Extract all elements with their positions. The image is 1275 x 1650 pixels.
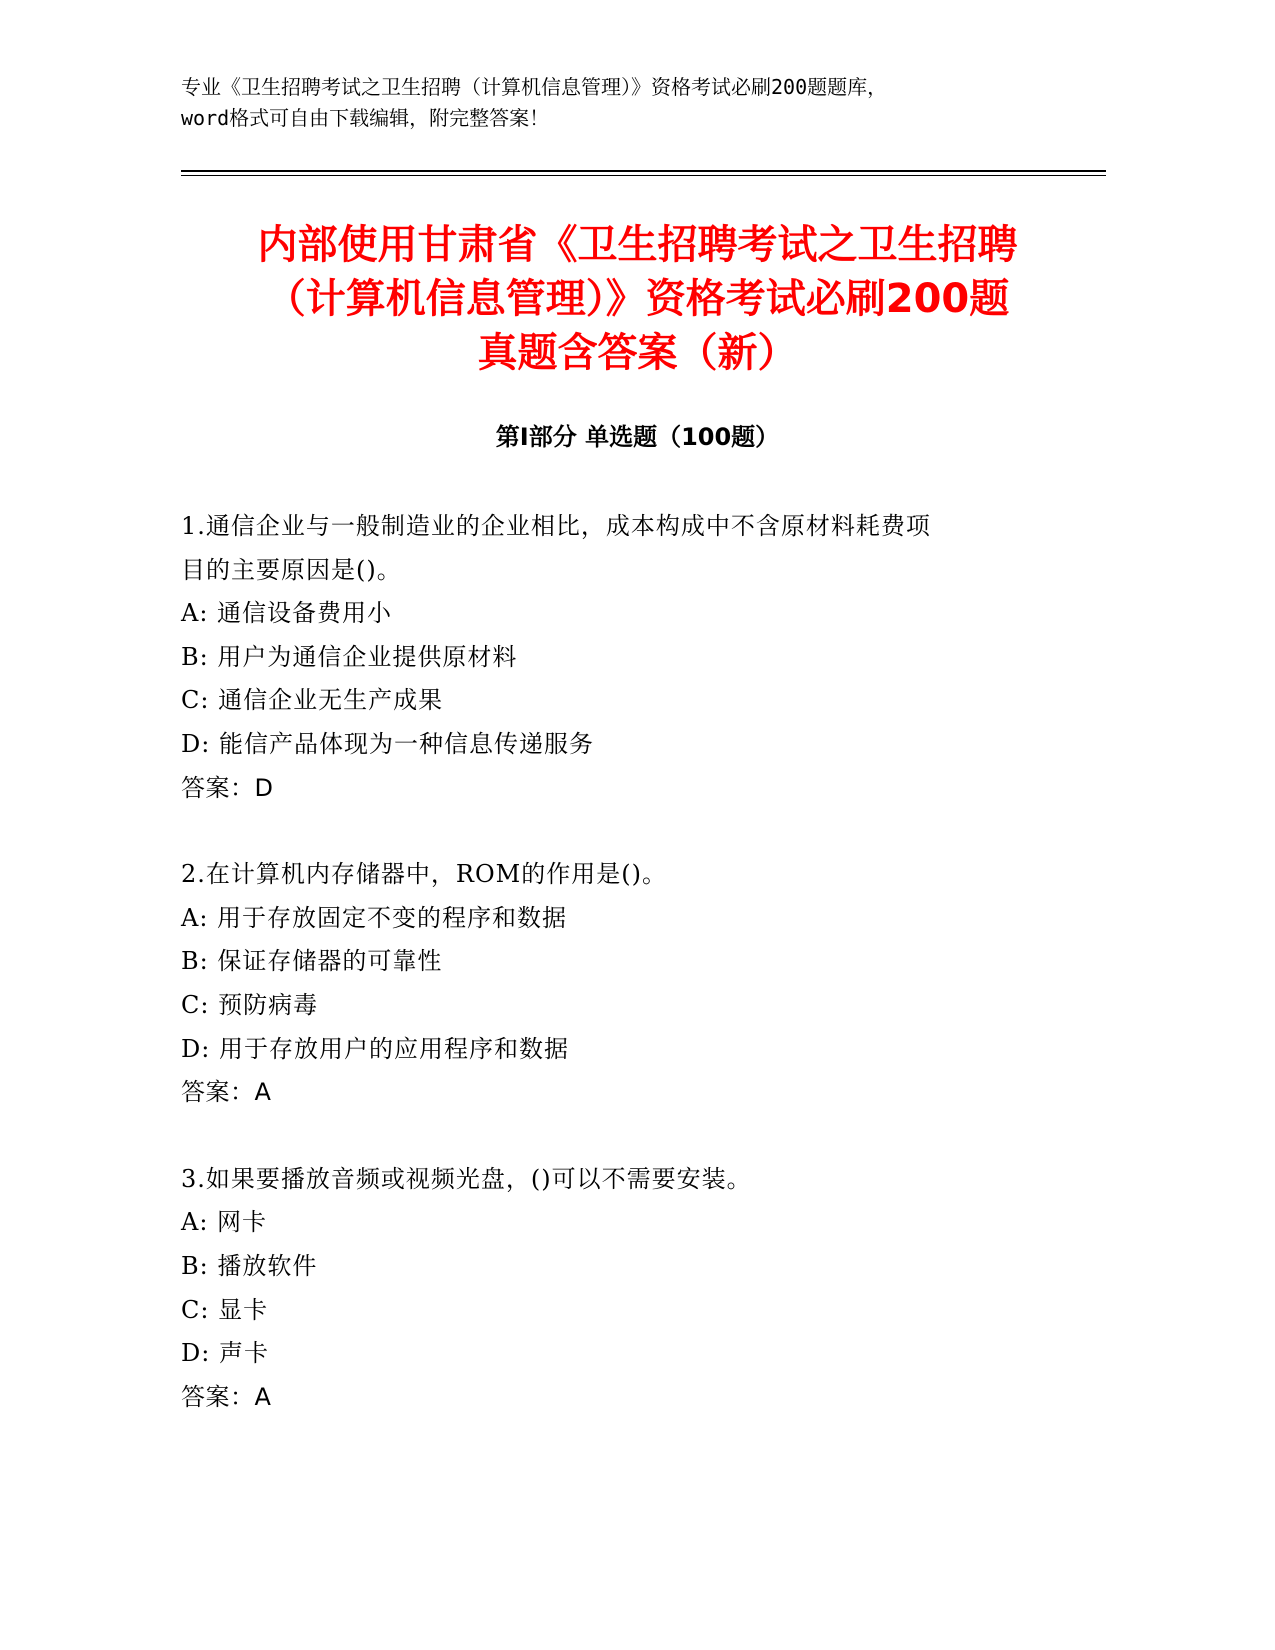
question-list	[181, 505, 1031, 1462]
option-c: C: 预防病毒	[181, 990, 319, 1019]
header-rule-thin	[181, 175, 1106, 176]
header-note-line-2: word格式可自由下载编辑，附完整答案！	[181, 106, 550, 130]
title-line-3: 真题含答案（新）	[477, 330, 798, 376]
question-stem: 1.通信企业与一般制造业的企业相比，成本构成中不含原材料耗费项	[181, 512, 931, 540]
title-line-1: 内部使用甘肃省《卫生招聘考试之卫生招聘	[257, 222, 1018, 268]
answer: 答案：A	[181, 1078, 272, 1107]
answer: 答案：A	[181, 1382, 272, 1411]
document-title	[150, 218, 1125, 380]
question-stem-continued: 目的主要原因是()。	[181, 555, 402, 584]
question-2	[181, 853, 1031, 1115]
title-line-2: （计算机信息管理）》资格考试必刷200题	[265, 276, 1010, 322]
option-d: D: 能信产品体现为一种信息传递服务	[181, 729, 594, 758]
question-3	[181, 1158, 1031, 1420]
answer: 答案：D	[181, 773, 274, 802]
option-b: B: 保证存储器的可靠性	[181, 947, 443, 976]
header-rule-thick	[181, 170, 1106, 172]
question-stem: 3.如果要播放音频或视频光盘，()可以不需要安装。	[181, 1164, 752, 1193]
header-note	[181, 72, 1061, 134]
option-c: C: 显卡	[181, 1295, 269, 1324]
header-note-line-1: 专业《卫生招聘考试之卫生招聘（计算机信息管理）》资格考试必刷200题题库，	[181, 75, 888, 99]
section-heading: 第Ⅰ部分 单选题（100题）	[495, 423, 780, 451]
option-a: A: 网卡	[181, 1208, 268, 1237]
option-b: B: 播放软件	[181, 1251, 318, 1280]
question-1	[181, 505, 1031, 810]
option-d: D: 用于存放用户的应用程序和数据	[181, 1034, 569, 1063]
option-d: D: 声卡	[181, 1339, 269, 1368]
option-a: A: 通信设备费用小	[181, 599, 393, 628]
option-b: B: 用户为通信企业提供原材料	[181, 642, 518, 671]
option-a: A: 用于存放固定不变的程序和数据	[181, 903, 568, 932]
option-c: C: 通信企业无生产成果	[181, 686, 444, 715]
question-stem: 2.在计算机内存储器中，ROM的作用是()。	[181, 860, 667, 889]
